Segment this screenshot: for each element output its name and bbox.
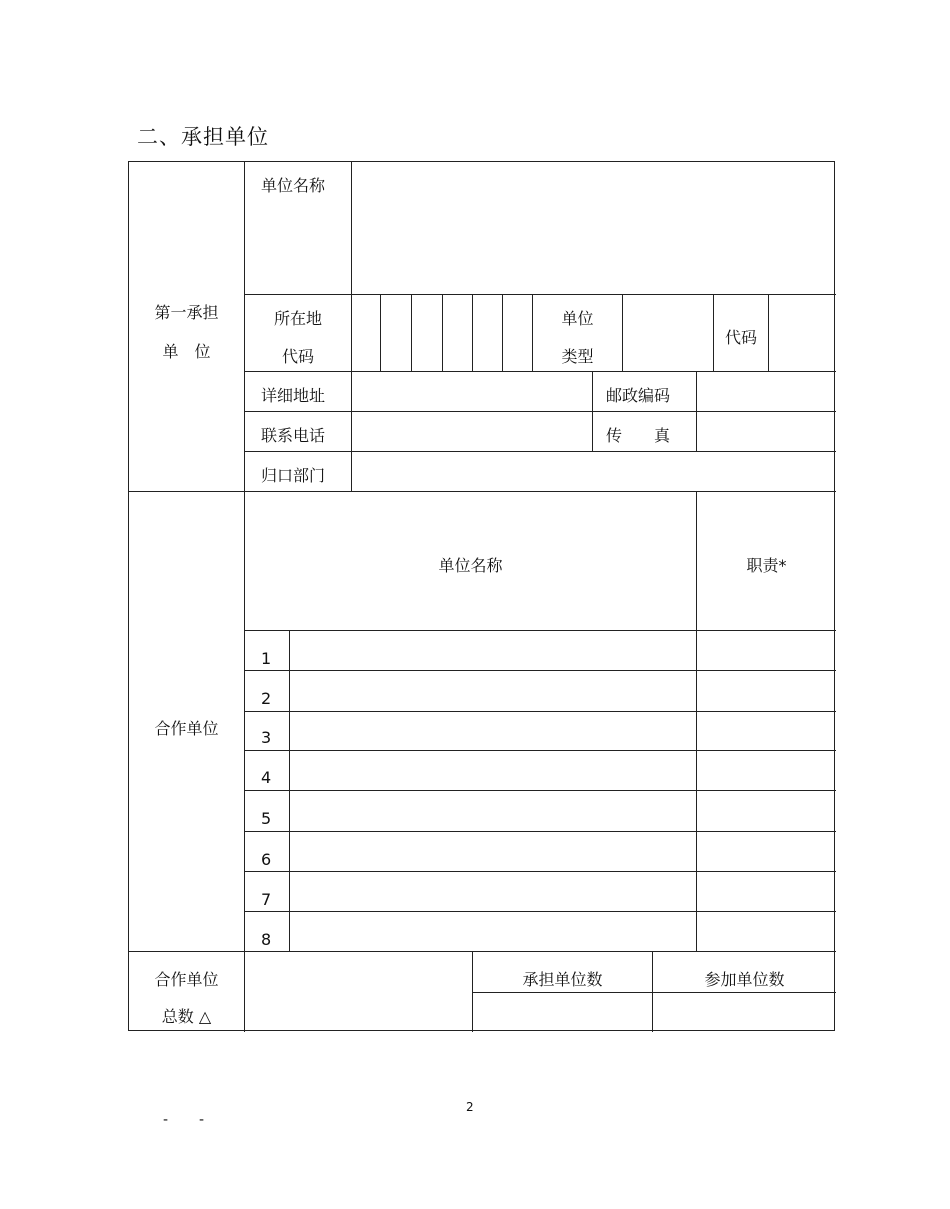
unit-type-field[interactable] xyxy=(623,295,713,371)
partner-name-field[interactable] xyxy=(290,671,696,711)
row-number: 4 xyxy=(261,768,272,787)
partner-name-field[interactable] xyxy=(290,712,696,750)
lead-unit-label: 第一承担 xyxy=(154,303,219,322)
phone-field[interactable] xyxy=(352,412,592,451)
fax-label: 传 真 xyxy=(606,426,671,445)
section-title: 二、承担单位 xyxy=(137,125,269,149)
postcode-label: 邮政编码 xyxy=(606,386,671,405)
partner-units-label: 合作单位 xyxy=(154,719,219,738)
unit-type-label: 单位 xyxy=(561,309,594,328)
partner-duty-field[interactable] xyxy=(697,872,835,911)
phone-label: 联系电话 xyxy=(261,426,326,445)
row-number: 5 xyxy=(261,809,272,828)
partner-duty-field[interactable] xyxy=(697,912,835,951)
partner-name-field[interactable] xyxy=(290,912,696,951)
footer-mark: - xyxy=(163,1112,169,1128)
partner-duty-field[interactable] xyxy=(697,712,835,750)
partner-name-field[interactable] xyxy=(290,872,696,911)
unit-name-label: 单位名称 xyxy=(261,176,326,195)
location-code-boxes[interactable] xyxy=(352,295,532,371)
page-number: 2 xyxy=(466,1100,474,1114)
partner-duty-field[interactable] xyxy=(697,832,835,871)
row-number: 7 xyxy=(261,890,272,909)
row-number: 3 xyxy=(261,728,272,747)
partner-total-label: 合作单位 xyxy=(154,970,219,989)
lead-unit-label-2: 单 位 xyxy=(162,342,211,361)
code-field[interactable] xyxy=(769,295,835,371)
postcode-field[interactable] xyxy=(697,372,835,411)
lead-count-label: 承担单位数 xyxy=(522,970,603,989)
lead-count-field[interactable] xyxy=(473,993,652,1031)
footer-mark: - xyxy=(199,1112,205,1128)
partner-duty-field[interactable] xyxy=(697,791,835,831)
code-label: 代码 xyxy=(724,328,757,347)
partner-total-field[interactable] xyxy=(245,952,472,1031)
partner-name-field[interactable] xyxy=(290,832,696,871)
participant-count-field[interactable] xyxy=(653,993,835,1031)
row-number: 2 xyxy=(261,689,272,708)
location-code-label: 所在地 xyxy=(273,309,322,328)
partner-total-label-2: 总数 △ xyxy=(161,1007,212,1026)
unit-type-label-2: 类型 xyxy=(561,347,594,366)
row-number: 1 xyxy=(261,649,272,668)
row-number: 8 xyxy=(261,930,272,949)
fax-field[interactable] xyxy=(697,412,835,451)
location-code-label-2: 代码 xyxy=(281,347,314,366)
address-field[interactable] xyxy=(352,372,592,411)
undertaking-unit-form xyxy=(128,161,835,1031)
partner-name-field[interactable] xyxy=(290,631,696,670)
partner-name-header: 单位名称 xyxy=(438,556,503,575)
partner-name-field[interactable] xyxy=(290,791,696,831)
address-label: 详细地址 xyxy=(261,386,326,405)
partner-duty-field[interactable] xyxy=(697,631,835,670)
row-number: 6 xyxy=(261,850,272,869)
participant-count-label: 参加单位数 xyxy=(704,970,785,989)
partner-duty-field[interactable] xyxy=(697,751,835,790)
department-label: 归口部门 xyxy=(261,466,326,485)
partner-name-field[interactable] xyxy=(290,751,696,790)
department-field[interactable] xyxy=(352,452,835,491)
unit-name-field[interactable] xyxy=(352,163,835,293)
partner-duty-field[interactable] xyxy=(697,671,835,711)
partner-duty-header: 职责* xyxy=(746,556,787,575)
